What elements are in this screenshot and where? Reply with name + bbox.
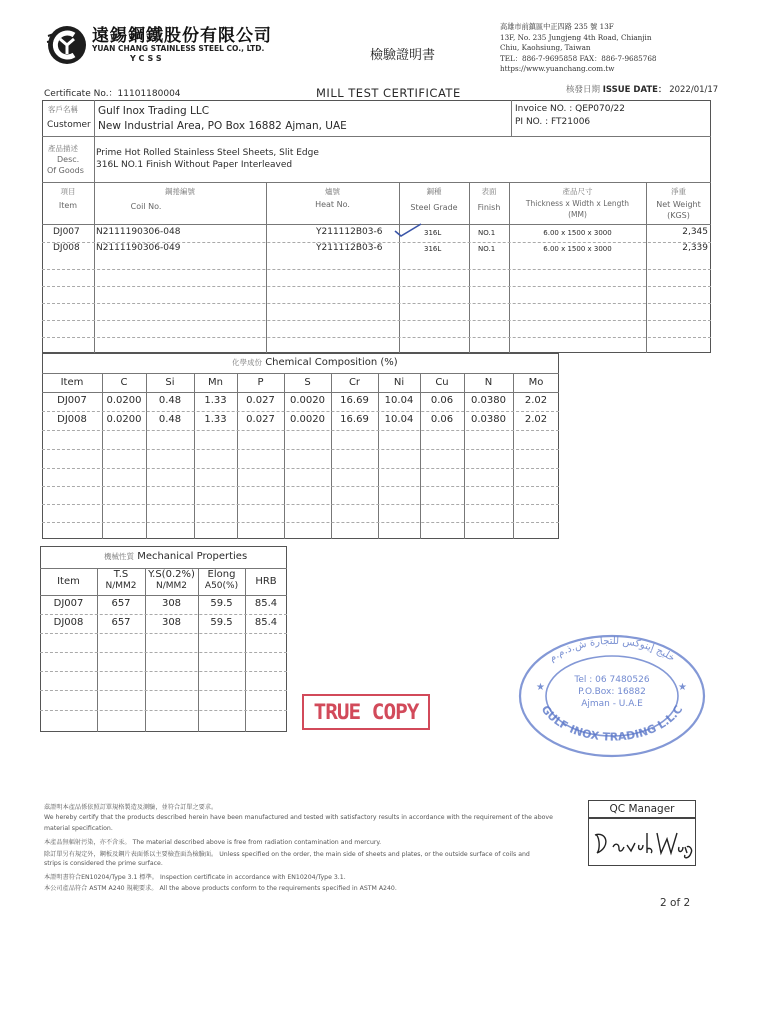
item-row-1-weight: 2,345 bbox=[682, 227, 708, 237]
chem-header-ni: Ni bbox=[393, 377, 405, 388]
footer-line-5: 除訂單另有規定外，鋼板及鋼片表面係以主要檢查面為檢驗面。 Unless specified on the order, the main side of sheets and plates, or the outside surface of coils and bbox=[44, 851, 530, 858]
chem-header-cu: Cu bbox=[435, 377, 449, 388]
chem-header-n: N bbox=[484, 377, 493, 388]
chem-cell: 0.0380 bbox=[471, 414, 506, 425]
chem-header-si: Si bbox=[165, 377, 175, 388]
item-row-2-weight: 2,339 bbox=[682, 243, 708, 253]
items-header-item: Item bbox=[58, 201, 78, 210]
tel-fax: TEL：886-7-9695858 FAX：886-7-9685768 bbox=[500, 53, 657, 63]
items-header-heat-zh: 爐號 bbox=[325, 187, 340, 196]
website: https://www.yuanchang.com.tw bbox=[500, 64, 615, 73]
chem-cell: 1.33 bbox=[204, 414, 227, 425]
goods-label-2: Of Goods bbox=[47, 166, 84, 175]
mechanical-title bbox=[104, 551, 247, 562]
mech-cell: DJ007 bbox=[53, 598, 84, 609]
invoice-no: Invoice NO. : QEP070/22 bbox=[515, 104, 625, 114]
items-header-coil-zh: 鋼捲編號 bbox=[165, 187, 195, 196]
svg-text:★: ★ bbox=[536, 682, 545, 693]
goods-label-1: Desc. bbox=[57, 155, 80, 164]
certificate-number: Certificate No.：11101180004 bbox=[44, 89, 181, 99]
chem-cell: 0.48 bbox=[158, 414, 182, 425]
items-header-weight-zh: 淨重 bbox=[671, 187, 686, 196]
items-header-weight: Net Weight bbox=[656, 200, 701, 209]
footer-line-4: 本產品無輻射污染，亦不含汞。 The material described above is free from radiation contamination and mercury. bbox=[44, 839, 382, 846]
items-header-weight-unit: (KGS) bbox=[667, 211, 690, 220]
items-header-grade: Steel Grade bbox=[410, 203, 458, 212]
mech-header: Item bbox=[57, 576, 80, 587]
mech-cell: 59.5 bbox=[210, 598, 233, 609]
document-title-zh: 檢驗證明書 bbox=[370, 48, 436, 63]
company-name-zh: 遠錫鋼鐵股份有限公司 bbox=[92, 26, 272, 46]
address-zh: 高雄市前鎮區中正四路 235 號 13F bbox=[500, 22, 614, 31]
customer-address: New Industrial Area, PO Box 16882 Ajman, UAE bbox=[98, 120, 347, 132]
svg-text:خليج إينوكس للتجارة ش.ذ.م.م bbox=[547, 636, 677, 664]
qc-signature-box bbox=[588, 818, 696, 866]
mech-header: T.S bbox=[113, 569, 129, 580]
footer-line-2: We hereby certify that the products described herein have been manufactured and tested with satisfactory results in accordance with the requirement of the above bbox=[44, 814, 553, 821]
seal-tel: Tel : 06 7480526 bbox=[574, 675, 650, 685]
pi-no: PI NO. : FT21006 bbox=[515, 117, 591, 127]
page-number: 2 of 2 bbox=[660, 897, 691, 909]
chemical-title-en: Chemical Composition (%) bbox=[265, 357, 398, 368]
items-header-item-zh: 項目 bbox=[60, 187, 76, 196]
item-row-1-grade: 316L bbox=[424, 229, 442, 237]
address-en-2: Chiu, Kaohsiung, Taiwan bbox=[500, 43, 591, 52]
item-row-2-grade: 316L bbox=[424, 245, 442, 253]
chem-cell: 10.04 bbox=[384, 395, 414, 406]
chem-cell: 2.02 bbox=[524, 414, 548, 425]
mech-header-unit: N/MM2 bbox=[155, 581, 188, 591]
chem-cell: 0.0020 bbox=[290, 414, 325, 425]
document-title: MILL TEST CERTIFICATE bbox=[316, 86, 461, 100]
mech-cell: 657 bbox=[111, 617, 131, 628]
chem-header-p: P bbox=[257, 377, 264, 388]
seal-name-en: GULF INOX TRADING L.L.C bbox=[538, 702, 686, 744]
address-en-1: 13F, No. 235 Jungjeng 4th Road, Chianjin bbox=[500, 32, 652, 42]
item-row-2-size: 6.00 x 1500 x 3000 bbox=[543, 245, 612, 253]
chem-cell: 1.33 bbox=[204, 395, 227, 406]
mech-header-unit: A50(%) bbox=[204, 581, 239, 591]
items-header-finish-zh: 表面 bbox=[481, 187, 497, 196]
customer-label-zh: 客戶名稱 bbox=[48, 105, 78, 114]
chem-header-cr: Cr bbox=[348, 377, 361, 388]
footer-line-3: material specification. bbox=[44, 825, 113, 832]
item-row-2-finish: NO.1 bbox=[478, 245, 496, 253]
mech-cell: 59.5 bbox=[210, 617, 233, 628]
chem-cell: 0.0200 bbox=[106, 414, 142, 425]
chem-header-mn: Mn bbox=[208, 377, 223, 388]
mech-cell: DJ008 bbox=[53, 617, 84, 628]
item-row-2-coil: N2111190306-049 bbox=[96, 243, 181, 253]
goods-line-2: 316L NO.1 Finish Without Paper Interleaved bbox=[96, 160, 293, 170]
item-row-2-heat: Y211112B03-6 bbox=[316, 243, 383, 253]
chem-header-s: S bbox=[304, 377, 311, 388]
chem-cell: 16.69 bbox=[340, 395, 369, 406]
chem-cell: 0.0380 bbox=[471, 395, 506, 406]
chem-cell: 0.06 bbox=[430, 414, 454, 425]
items-header-size-unit: (MM) bbox=[568, 210, 587, 219]
seal-po: P.O.Box: 16882 bbox=[578, 687, 646, 697]
footer-line-1: 茲證明本產品係依照訂單規格製造及測驗，並符合訂單之要求。 bbox=[44, 804, 218, 811]
customer-label: Customer bbox=[47, 120, 91, 130]
chem-cell: DJ008 bbox=[57, 414, 87, 425]
chem-cell: 0.0200 bbox=[106, 395, 142, 406]
company-address bbox=[500, 22, 656, 75]
issue-label: ISSUE DATE： bbox=[602, 85, 667, 95]
items-header-heat: Heat No. bbox=[315, 200, 350, 209]
footer-line-6: strips is considered the prime surface. bbox=[44, 860, 163, 867]
mechanical-title-zh: 機械性質 bbox=[104, 552, 134, 561]
item-row-2-item: DJ008 bbox=[53, 243, 80, 253]
chem-cell: 0.0020 bbox=[290, 395, 325, 406]
seal-city: Ajman - U.A.E bbox=[581, 699, 643, 709]
check-mark-icon bbox=[393, 222, 423, 242]
qc-manager-label: QC Manager bbox=[588, 800, 696, 818]
chem-cell: 0.027 bbox=[246, 414, 275, 425]
seal-name-arabic: خليج إينوكس للتجارة ش.ذ.م.م bbox=[547, 635, 677, 665]
items-header-size: Thickness x Width x Length bbox=[525, 199, 630, 208]
chem-header-c: C bbox=[120, 377, 128, 388]
chemical-title-zh: 化學成份 bbox=[232, 358, 262, 367]
goods-label-zh: 產品描述 bbox=[48, 144, 78, 153]
mech-cell: 308 bbox=[161, 598, 182, 609]
mech-cell: 657 bbox=[111, 598, 131, 609]
company-seal bbox=[514, 630, 710, 764]
chem-cell: DJ007 bbox=[57, 395, 87, 406]
issue-label-zh: 核發日期 bbox=[566, 85, 601, 95]
signature bbox=[589, 819, 695, 865]
svg-text:GULF INOX TRADING L.L.C bbox=[539, 703, 686, 744]
mech-header-unit: N/MM2 bbox=[105, 581, 137, 591]
chem-header-mo: Mo bbox=[528, 377, 544, 388]
chem-cell: 2.02 bbox=[524, 395, 548, 406]
item-row-1-item: DJ007 bbox=[53, 227, 80, 237]
company-abbr: YCSS bbox=[130, 54, 165, 63]
footer-line-8: 本公司產品符合 ASTM A240 規範要求。 All the above products conform to the requirements specified in ASTM A240. bbox=[44, 885, 397, 892]
company-logo bbox=[44, 22, 90, 68]
chem-cell: 0.027 bbox=[246, 395, 275, 406]
item-row-1-heat: Y211112B03-6 bbox=[316, 227, 383, 237]
company-name-en: YUAN CHANG STAINLESS STEEL CO., LTD. bbox=[92, 44, 265, 53]
items-header-coil: Coil No. bbox=[130, 202, 162, 211]
chem-cell: 0.06 bbox=[430, 395, 454, 406]
items-header-grade-zh: 鋼種 bbox=[426, 187, 442, 196]
svg-text:★: ★ bbox=[678, 682, 687, 693]
mech-cell: 308 bbox=[161, 617, 182, 628]
chemical-title bbox=[232, 357, 398, 368]
true-copy-stamp: TRUE COPY bbox=[302, 694, 430, 730]
item-row-1-size: 6.00 x 1500 x 3000 bbox=[543, 229, 612, 237]
mech-cell: 85.4 bbox=[254, 598, 278, 609]
issue-date bbox=[566, 83, 718, 95]
mech-header: HRB bbox=[255, 576, 277, 587]
items-header-finish: Finish bbox=[477, 203, 501, 212]
mechanical-title-en: Mechanical Properties bbox=[137, 551, 248, 562]
footer-line-7: 本證明書符合EN10204/Type 3.1 標準。 Inspection certificate in accordance with EN10204/Type 3.1. bbox=[44, 874, 346, 881]
goods-line-1: Prime Hot Rolled Stainless Steel Sheets, Slit Edge bbox=[96, 148, 319, 158]
mech-header: Y.S(0.2%) bbox=[148, 569, 195, 580]
issue-date-value: 2022/01/17 bbox=[669, 85, 719, 95]
customer-name: Gulf Inox Trading LLC bbox=[98, 105, 210, 117]
items-header-size-zh: 產品尺寸 bbox=[562, 187, 593, 196]
chem-cell: 0.48 bbox=[158, 395, 182, 406]
chem-cell: 16.69 bbox=[340, 414, 369, 425]
mech-header: Elong bbox=[207, 569, 236, 580]
mech-cell: 85.4 bbox=[254, 617, 278, 628]
item-row-1-finish: NO.1 bbox=[478, 229, 496, 237]
item-row-1-coil: N2111190306-048 bbox=[96, 227, 181, 237]
chem-cell: 10.04 bbox=[384, 414, 414, 425]
chem-header-item: Item bbox=[60, 377, 84, 388]
